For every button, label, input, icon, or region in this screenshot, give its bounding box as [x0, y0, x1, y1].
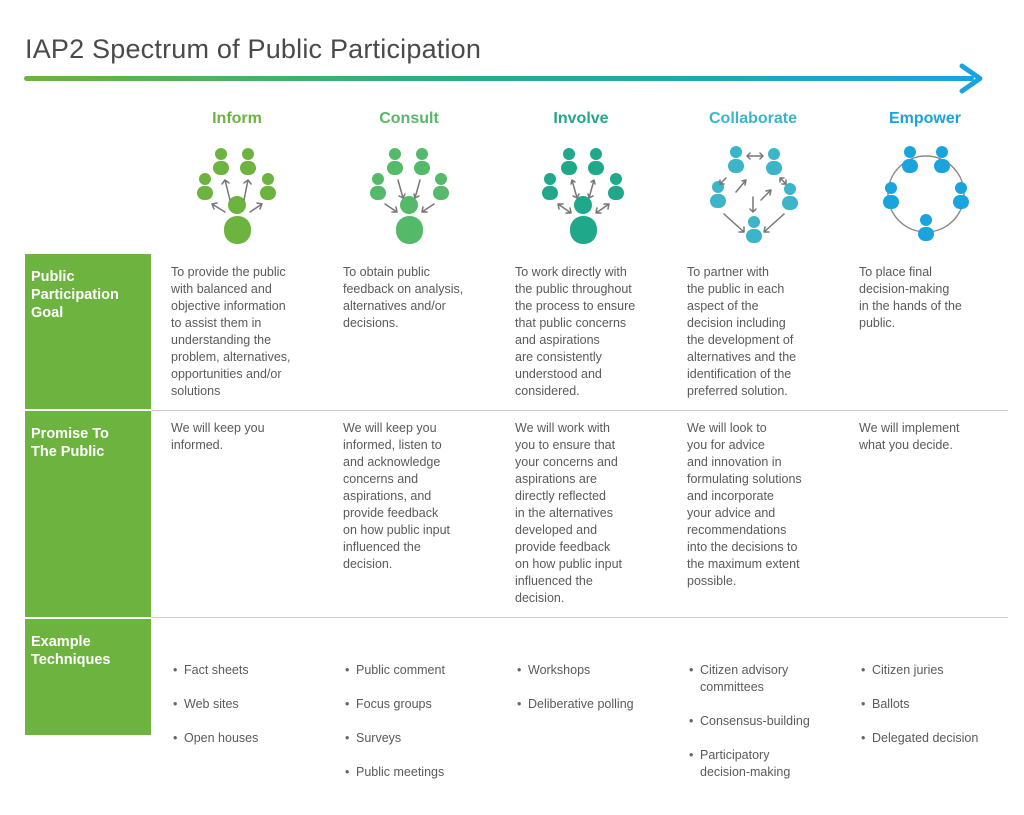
goal-cell-consult: To obtain public feedback on analysis, alternatives and/or decisions. [343, 265, 464, 330]
list-item: • Participatory decision-making [687, 747, 837, 781]
promise-cell-collaborate: We will look to you for advice and innovation in formulating solutions and incorporate your advice and recommendations into the decisions to the maximum extent possible. [687, 421, 802, 588]
techniques-list [859, 645, 1009, 764]
promise-cell-consult: We will keep you informed, listen to and acknowledge concerns and aspirations, and provide feedback on how public input influenced the decision. [343, 421, 451, 571]
goal-cell-collaborate: To partner with the public in each aspect of the decision including the development of alternatives and the identification of the preferred solution. [687, 265, 797, 398]
row-divider [151, 410, 1008, 411]
promise-cell-inform: We will keep you informed. [171, 421, 265, 452]
list-item: • Ballots [859, 696, 1009, 713]
heading-involve: Involve [553, 110, 609, 127]
techniques-cell-involve [515, 628, 665, 747]
list-item: • Public meetings [343, 764, 493, 781]
techniques-cell-collaborate [687, 628, 837, 815]
spectrum-arrow [22, 62, 992, 96]
list-item: • Public comment [343, 662, 493, 679]
list-item: • Surveys [343, 730, 493, 747]
goal-cell-involve: To work directly with the public throughout the process to ensure that public concerns and aspirations are consistently understood and considered. [515, 265, 636, 398]
list-item: • Citizen advisory committees [687, 662, 837, 696]
promise-cell-involve: We will work with you to ensure that your concerns and aspirations are directly reflected in the alternatives developed and provide feedback on how public input influenced the decision. [515, 421, 623, 605]
people-inform-icon [190, 142, 285, 247]
techniques-list [343, 645, 493, 798]
row-label-promise: Promise To The Public [25, 411, 151, 617]
people-involve-icon [536, 142, 631, 247]
list-item: • Delegated decision [859, 730, 1009, 747]
people-collaborate-icon [706, 142, 802, 247]
list-item: • Web sites [171, 696, 321, 713]
list-item: • Consensus-building [687, 713, 837, 730]
heading-empower: Empower [888, 110, 961, 127]
techniques-list [515, 645, 665, 730]
list-item: • Fact sheets [171, 662, 321, 679]
techniques-cell-empower [859, 628, 1009, 781]
heading-inform: Inform [212, 110, 262, 127]
row-divider [151, 617, 1008, 618]
promise-cell-empower: We will implement what you decide. [859, 421, 960, 452]
list-item: • Citizen juries [859, 662, 1009, 679]
list-item: • Deliberative polling [515, 696, 665, 713]
techniques-cell-consult [343, 628, 493, 815]
row-label-techniques: Example Techniques [25, 619, 151, 735]
list-item: • Workshops [515, 662, 665, 679]
techniques-list [171, 645, 321, 764]
techniques-list [687, 645, 837, 798]
list-item: • Focus groups [343, 696, 493, 713]
goal-cell-empower: To place final decision-making in the hands of the public. [859, 265, 962, 330]
row-label-goal: Public Participation Goal [25, 254, 151, 409]
goal-cell-inform: To provide the public with balanced and objective information to assist them in understanding the problem, alternatives, opportunities and/or solutions [171, 265, 291, 398]
people-consult-icon [362, 142, 457, 247]
page-title: IAP2 Spectrum of Public Participation [25, 34, 482, 64]
heading-consult: Consult [379, 110, 439, 127]
people-empower-icon [878, 142, 974, 247]
techniques-cell-inform [171, 628, 321, 781]
list-item: • Open houses [171, 730, 321, 747]
heading-collaborate: Collaborate [708, 110, 797, 127]
